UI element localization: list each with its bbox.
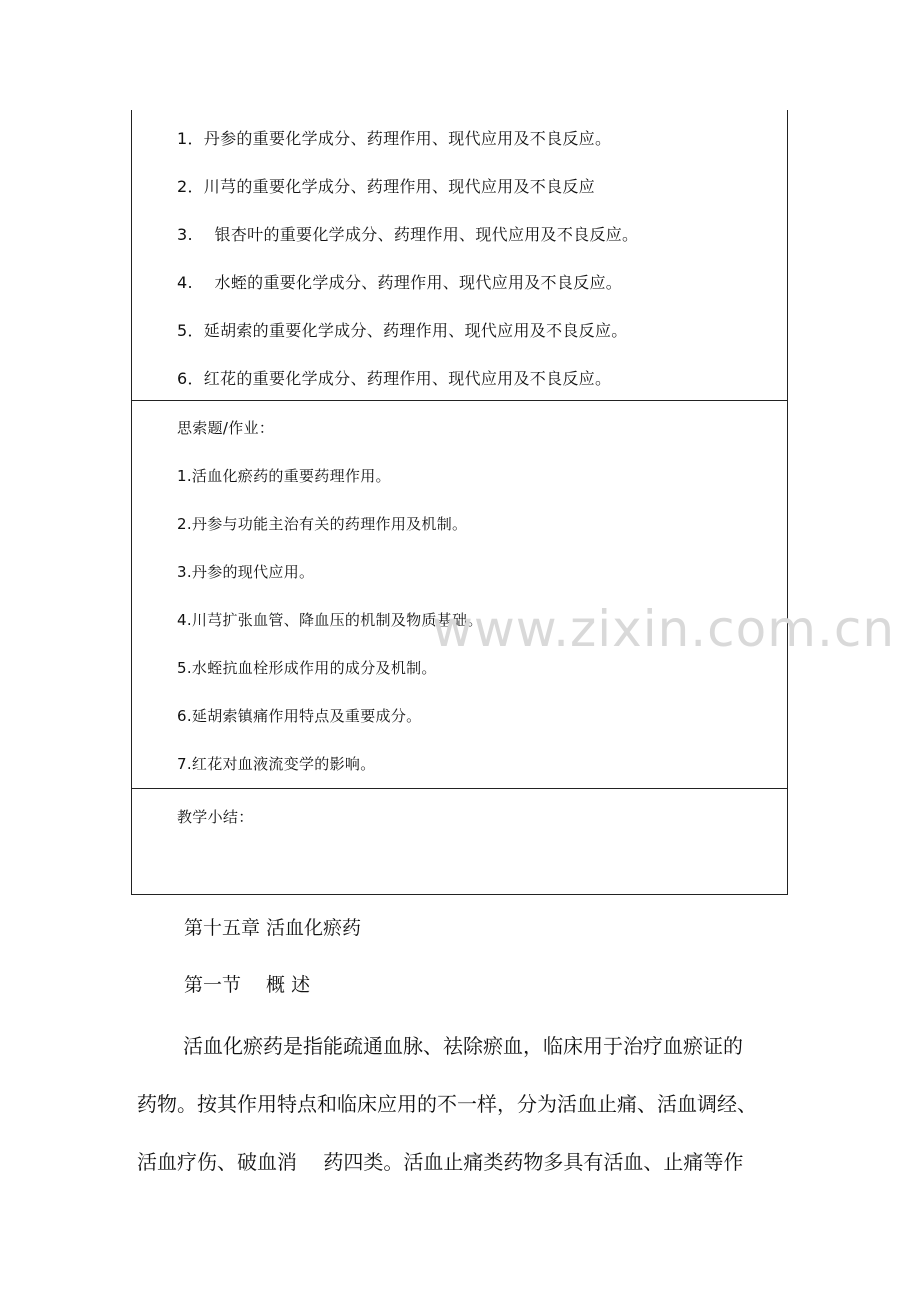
summary-title: 教学小结： (177, 808, 254, 826)
table-divider (132, 400, 787, 401)
section-title: 第一节 概 述 (184, 974, 311, 996)
table-divider (132, 788, 787, 789)
homework-item: 5.水蛭抗血栓形成作用的成分及机制。 (177, 659, 437, 677)
homework-item: 1.活血化瘀药的重要药理作用。 (177, 467, 391, 485)
list-item: 3. 银杏叶的重要化学成分、药理作用、现代应用及不良反应。 (177, 225, 639, 244)
homework-item: 2.丹参与功能主治有关的药理作用及机制。 (177, 515, 468, 533)
homework-item: 7.红花对血液流变学的影响。 (177, 755, 376, 773)
watermark: www.zixin.com.cn (432, 600, 896, 658)
list-item: 5．延胡索的重要化学成分、药理作用、现代应用及不良反应。 (177, 321, 628, 340)
list-item: 1．丹参的重要化学成分、药理作用、现代应用及不良反应。 (177, 129, 612, 148)
chapter-title: 第十五章 活血化瘀药 (184, 917, 362, 939)
homework-title: 思索题/作业： (177, 419, 275, 437)
body-line: 药物。按其作用特点和临床应用的不一样，分为活血止痛、活血调经、 (137, 1092, 757, 1116)
list-item: 6．红花的重要化学成分、药理作用、现代应用及不良反应。 (177, 369, 612, 388)
homework-item: 4.川芎扩张血管、降血压的机制及物质基础。 (177, 611, 483, 629)
homework-item: 6.延胡索镇痛作用特点及重要成分。 (177, 707, 422, 725)
list-item: 2．川芎的重要化学成分、药理作用、现代应用及不良反应 (177, 177, 595, 196)
lesson-table (131, 110, 788, 895)
homework-item: 3.丹参的现代应用。 (177, 563, 315, 581)
list-item: 4. 水蛭的重要化学成分、药理作用、现代应用及不良反应。 (177, 273, 623, 292)
body-line: 活血疗伤、破血消 药四类。活血止痛类药物多具有活血、止痛等作 (137, 1150, 744, 1174)
body-line: 活血化瘀药是指能疏通血脉、祛除瘀血，临床用于治疗血瘀证的 (183, 1034, 743, 1058)
